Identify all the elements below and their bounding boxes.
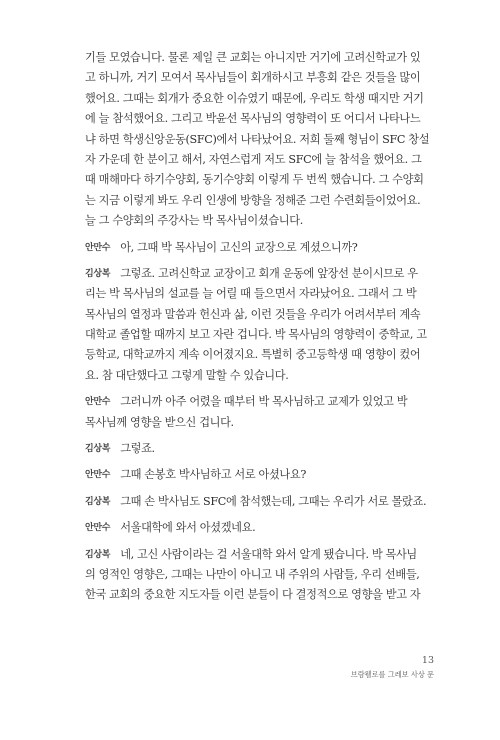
dialogue-block [85,238,433,258]
utterance-text: 그렇죠. [120,442,155,456]
speaker-label: 안만수 [85,397,111,408]
text-line: 했어요. 그때는 회개가 중요한 이슈였기 때문에, 우리도 학생 때지만 거기 [85,91,424,105]
text-line: 때 매해마다 하기수양회, 동기수양회 이렇게 두 번씩 했습니다. 그 수양회 [85,173,424,187]
speaker-label: 김상복 [85,496,111,507]
text-line [85,465,433,485]
dialogue-block [85,518,433,538]
utterance-text: 그때 손 박사님도 SFC에 참석했는데, 그때는 우리가 서로 몰랐죠. [120,494,427,508]
text-line: 는 지금 이렇게 봐도 우리 인생에 방향을 정해준 그런 수련회들이었어요. [85,193,421,207]
text-line: 목사님께 영향을 받으신 겁니다. [85,415,234,429]
text-line [85,518,433,538]
text-line: 대학교 졸업할 때까지 보고 자란 겁니다. 박 목사님의 영향력이 중학교, 고 [85,328,427,342]
utterance-text: 네, 고신 사람이라는 걸 서울대학 와서 알게 됐습니다. 박 목사님 [120,547,417,561]
speaker-label: 안만수 [85,470,111,481]
text-line [85,264,433,284]
utterance-text: 아, 그때 박 목사님이 고신의 교장으로 계셨으니까? [120,240,358,254]
dialogue-block [85,439,433,459]
speaker-label: 안만수 [85,523,111,534]
speaker-label: 김상복 [85,268,111,279]
dialogue-block [85,545,433,606]
text-line [85,439,433,459]
text-line: 에 늘 참석했어요. 그리고 박윤선 목사님의 영향력이 또 어디서 나타나느 [85,112,421,126]
text-line: 등학교, 대학교까지 계속 이어졌지요. 특별히 중고등학생 때 영향이 컸어 [85,348,421,362]
intro-paragraph [85,48,433,232]
utterance-text: 그러니까 아주 어렸을 때부터 박 목사님하고 교제가 있었고 박 [120,395,408,409]
text-line: 한국 교회의 중요한 지도자들 이런 분들이 다 결정적으로 영향을 받고 자 [85,588,421,602]
text-line: 늘 그 수양회의 주강사는 박 목사님이셨습니다. [85,214,303,228]
text-line [85,492,433,512]
speaker-label: 김상복 [85,444,111,455]
dialogue-block [85,465,433,485]
dialogue-block [85,264,433,386]
text-line: 목사님의 열정과 말씀과 헌신과 삶, 이런 것들을 우리가 어려서부터 계속 [85,307,421,321]
dialogue-block [85,392,433,433]
running-title: 브람웰로를 그레보 사상 문 [350,670,434,679]
utterance-text: 그때 손봉호 박사님하고 서로 아셨나요? [120,468,306,482]
text-line: 고 하니까, 거기 모여서 목사님들이 회개하시고 부흥회 같은 것들을 많이 [85,71,421,85]
page-body [85,48,433,606]
text-line: 자 가운데 한 분이고 해서, 자연스럽게 저도 SFC에 늘 참석을 했어요. 그 [85,152,422,166]
text-line [85,392,433,412]
text-line: 요. 참 대단했다고 그렇게 말할 수 있습니다. [85,368,289,382]
page-number: 13 [421,655,434,666]
text-line [85,238,433,258]
utterance-text: 서울대학에 와서 아셨겠네요. [120,521,256,535]
text-line: 리는 박 목사님의 설교를 늘 어릴 때 들으면서 자라났어요. 그래서 그 박 [85,287,417,301]
text-line: 기들 모였습니다. 물론 제일 큰 교회는 아니지만 거기에 고려신학교가 있 [85,51,421,64]
text-line: 의 영적인 영향은, 그때는 나만이 아니고 내 주위의 사람들, 우리 선배들, [85,567,420,581]
utterance-text: 그렇죠. 고려신학교 교장이고 회개 운동에 앞장선 분이시므로 우 [120,266,418,280]
text-line: 냐 하면 학생신앙운동(SFC)에서 나타났어요. 저희 둘째 형님이 SFC 창설 [85,132,430,146]
dialogue-block [85,492,433,512]
speaker-label: 안만수 [85,242,111,253]
speaker-label: 김상복 [85,549,111,560]
text-line [85,545,433,565]
